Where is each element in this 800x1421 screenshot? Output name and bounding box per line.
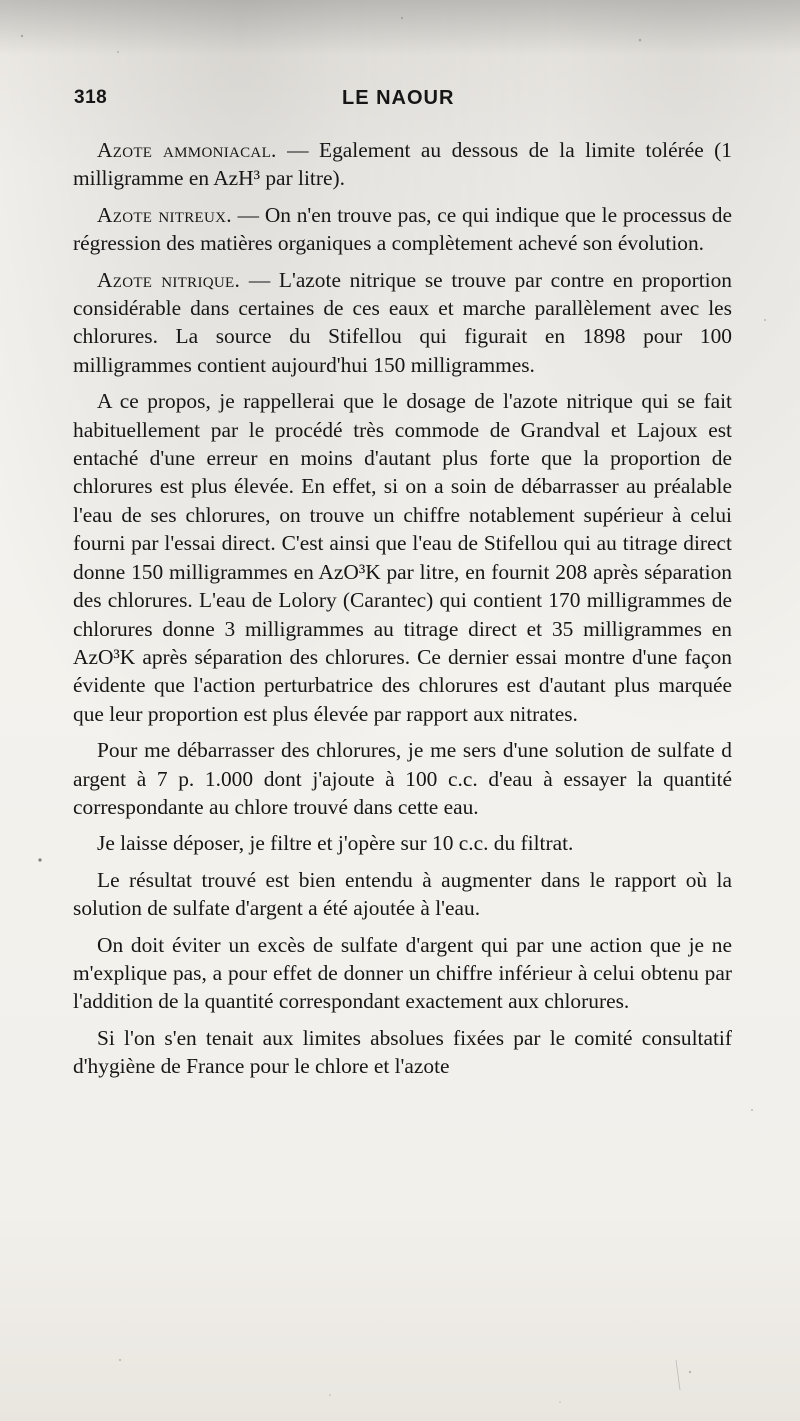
page-body	[73, 136, 732, 1089]
paragraph-text: A ce propos, je rappellerai que le dosage de l'azote nitrique qui se fait habituellement par le procédé très commode de Grandval et Lajoux est entaché d'une erreur en moins d'autant plus forte que la proportion de chlorures est plus élevée. En effet, si on a soin de débarrasser au préalable l'eau de ses chlorures, on trouve un chiffre notablement supérieur à celui fourni par l'essai direct. C'est ainsi que l'eau de Stifellou qui au titrage direct donne 150 milligrammes en AzO³K par litre, en fournit 208 après séparation des chlorures. L'eau de Lolory (Carantec) qui contient 170 milligrammes de chlorures donne 3 milligrammes au titrage direct et 35 milligrammes en AzO³K après séparation des chlorures. Ce dernier essai montre d'une façon évidente que l'action perturbatrice des chlorures est d'autant plus marquée que leur proportion est plus élevée par rapport aux nitrates.	[73, 389, 732, 726]
page-top-shadow	[0, 0, 800, 55]
page-number: 318	[74, 87, 108, 108]
paragraph-text: — Egalement au dessous de la limite tolérée (1 milligramme en AzH³ par litre).	[73, 138, 732, 191]
paragraph-text: Le résultat trouvé est bien entendu à augmenter dans le rapport où la solution de sulfate d'argent a été ajoutée à l'eau.	[73, 867, 732, 921]
paragraph-exces	[73, 931, 732, 1016]
running-title: LE NAOUR	[342, 87, 455, 109]
paragraph-text: — On n'en trouve pas, ce qui indique que le processus de régression des matières organiques a complètement achevé son évolution.	[73, 202, 732, 256]
paragraph-lead: Azote ammoniacal.	[97, 138, 277, 162]
paragraph-resultat	[73, 866, 732, 923]
paragraph-text: On doit éviter un excès de sulfate d'argent qui par une action que je ne m'explique pas, a pour effet de donner un chiffre inférieur à celui obtenu par l'addition de la quantité correspondant exactement aux chlorures.	[73, 932, 732, 1014]
paragraph-text: Je laisse déposer, je filtre et j'opère sur 10 c.c. du filtrat.	[97, 831, 574, 856]
paragraph-limites	[73, 1024, 732, 1081]
paragraph-lead: Azote nitreux.	[97, 202, 232, 227]
page-header	[74, 87, 724, 113]
paragraph-azote-ammoniacal	[73, 136, 732, 193]
paragraph-text: — L'azote nitrique se trouve par contre en proportion considérable dans certaines de ces eaux et marche parallèlement avec les chlorures. La source du Stifellou qui figurait en 1898 pour 100 milligrammes contient aujourd'hui 150 milligrammes.	[73, 267, 733, 377]
paragraph-text: Si l'on s'en tenait aux limites absolues fixées par le comité consultatif d'hygiène de France pour le chlore et l'azote	[73, 1025, 732, 1079]
paragraph-azote-nitreux	[73, 201, 732, 258]
paragraph-azote-nitrique	[73, 266, 732, 380]
paragraph-dosage	[73, 387, 732, 728]
paragraph-text: Pour me débarrasser des chlorures, je me sers d'une solution de sulfate d argent à 7 p. 1.000 dont j'ajoute à 100 c.c. d'eau à essayer la quantité correspondante au chlore trouvé dans cette eau.	[73, 738, 732, 819]
paragraph-lead: Azote nitrique.	[97, 267, 241, 292]
paragraph-filtrat	[73, 829, 732, 857]
paragraph-sulfate-argent	[73, 736, 732, 821]
